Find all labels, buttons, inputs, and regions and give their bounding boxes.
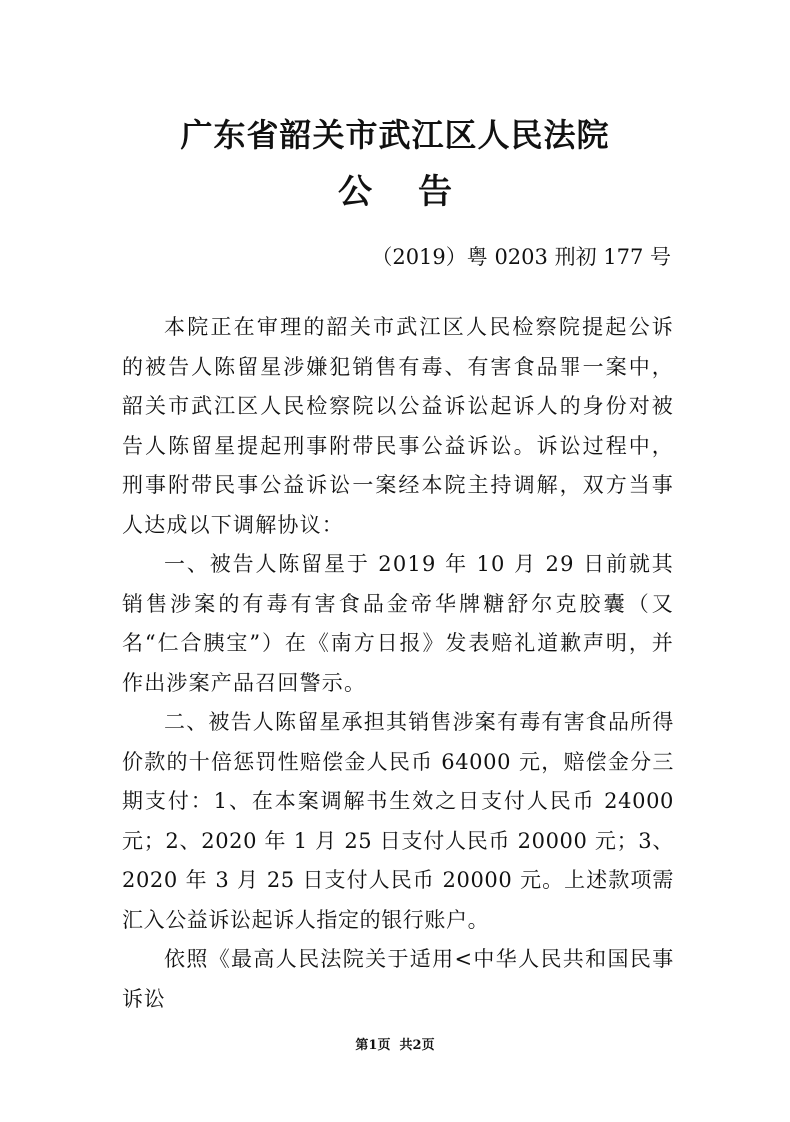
legal-basis-paragraph: 依照《最高人民法院关于适用<中华人民共和国民事诉讼	[122, 947, 674, 1011]
case-number: （2019）粤 0203 刑初 177 号	[371, 245, 671, 269]
agreement-item-2: 二、被告人陈留星承担其销售涉案有毒有害食品所得价款的十倍惩罚性赔偿金人民币 64000 元，赔偿金分三期支付：1、在本案调解书生效之日支付人民币 24000 元；2、2020 年 1 月 25 日支付人民币 20000 元；3、2020 年 3 月 25 日支付人民币 20000 元。上述款项需汇入公益诉讼起诉人指定的银行账户。	[122, 710, 674, 932]
page-footer	[0, 1037, 790, 1055]
notice-body	[122, 308, 674, 1019]
notice-title: 公告	[338, 172, 498, 212]
page-indicator: 第1页 共2页	[355, 1038, 435, 1053]
court-name-heading: 广东省韶关市武江区人民法院	[180, 116, 610, 154]
intro-paragraph: 本院正在审理的韶关市武江区人民检察院提起公诉的被告人陈留星涉嫌犯销售有毒、有害食品罪一案中，韶关市武江区人民检察院以公益诉讼起诉人的身份对被告人陈留星提起刑事附带民事公益诉讼。诉讼过程中，刑事附带民事公益诉讼一案经本院主持调解，双方当事人达成以下调解协议：	[122, 315, 674, 537]
agreement-item-1: 一、被告人陈留星于 2019 年 10 月 29 日前就其销售涉案的有毒有害食品金帝华牌糖舒尔克胶囊（又名“仁合胰宝”）在《南方日报》发表赔礼道歉声明，并作出涉案产品召回警示。	[122, 552, 674, 695]
